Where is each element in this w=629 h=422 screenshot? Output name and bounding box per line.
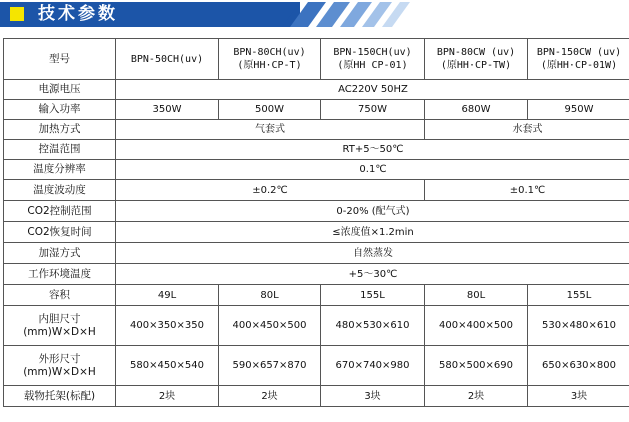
spec-table (3, 38, 629, 407)
row-label: 载物托架(标配) (4, 386, 116, 407)
value-cell: +5～30℃ (116, 264, 629, 285)
row-label: CO2恢复时间 (4, 222, 116, 243)
row-label: 容积 (4, 285, 116, 306)
value-cell: 3块 (528, 386, 629, 407)
model-cell: BPN-50CH(uv) (116, 39, 219, 80)
value-cell: 水套式 (425, 120, 629, 140)
value-cell: 400×350×350 (116, 306, 219, 346)
value-cell: 2块 (219, 386, 321, 407)
table-row (4, 285, 629, 306)
value-cell: 155L (528, 285, 629, 306)
row-label: 电源电压 (4, 80, 116, 100)
table-row (4, 160, 629, 180)
value-cell: 2块 (425, 386, 528, 407)
row-label: 内胆尺寸 (mm)W×D×H (4, 306, 116, 346)
row-label: 外形尺寸 (mm)W×D×H (4, 346, 116, 386)
row-label: CO2控制范围 (4, 201, 116, 222)
table-row (4, 140, 629, 160)
value-cell: 480×530×610 (321, 306, 425, 346)
table-row (4, 222, 629, 243)
model-cell: BPN-150CH(uv) (原HH CP-01) (321, 39, 425, 80)
value-cell: 500W (219, 100, 321, 120)
row-label: 加热方式 (4, 120, 116, 140)
value-cell: 350W (116, 100, 219, 120)
table-row (4, 180, 629, 201)
value-cell: RT+5～50℃ (116, 140, 629, 160)
value-cell: 950W (528, 100, 629, 120)
value-cell: 670×740×980 (321, 346, 425, 386)
table-row (4, 346, 629, 386)
value-cell: 自然蒸发 (116, 243, 629, 264)
row-label: 控温范围 (4, 140, 116, 160)
table-row (4, 306, 629, 346)
value-cell: ≤浓度值×1.2min (116, 222, 629, 243)
table-row (4, 243, 629, 264)
value-cell: ±0.2℃ (116, 180, 425, 201)
value-cell: 680W (425, 100, 528, 120)
value-cell: 400×450×500 (219, 306, 321, 346)
value-cell: ±0.1℃ (425, 180, 629, 201)
row-label: 温度分辨率 (4, 160, 116, 180)
header-label: 型号 (4, 39, 116, 80)
table-row (4, 120, 629, 140)
value-cell: 530×480×610 (528, 306, 629, 346)
table-row (4, 386, 629, 407)
value-cell: AC220V 50HZ (116, 80, 629, 100)
value-cell: 2块 (116, 386, 219, 407)
value-cell: 0.1℃ (116, 160, 629, 180)
table-row (4, 100, 629, 120)
value-cell: 580×500×690 (425, 346, 528, 386)
value-cell: 80L (425, 285, 528, 306)
value-cell: 80L (219, 285, 321, 306)
section-banner (0, 0, 629, 31)
value-cell: 750W (321, 100, 425, 120)
table-row (4, 80, 629, 100)
table-row (4, 264, 629, 285)
row-label: 工作环境温度 (4, 264, 116, 285)
model-cell: BPN-80CH(uv) (原HH·CP-T) (219, 39, 321, 80)
banner-square-icon (10, 7, 24, 21)
model-cell: BPN-150CW (uv) (原HH·CP-01W) (528, 39, 629, 80)
row-label: 温度波动度 (4, 180, 116, 201)
header-row (4, 39, 629, 80)
table-row (4, 201, 629, 222)
value-cell: 3块 (321, 386, 425, 407)
row-label: 加湿方式 (4, 243, 116, 264)
model-cell: BPN-80CW (uv) (原HH·CP-TW) (425, 39, 528, 80)
value-cell: 590×657×870 (219, 346, 321, 386)
value-cell: 49L (116, 285, 219, 306)
value-cell: 400×400×500 (425, 306, 528, 346)
banner-stripes (190, 2, 420, 27)
value-cell: 580×450×540 (116, 346, 219, 386)
value-cell: 650×630×800 (528, 346, 629, 386)
section-title: 技术参数 (38, 4, 118, 24)
row-label: 输入功率 (4, 100, 116, 120)
value-cell: 155L (321, 285, 425, 306)
value-cell: 0-20% (配气式) (116, 201, 629, 222)
value-cell: 气套式 (116, 120, 425, 140)
